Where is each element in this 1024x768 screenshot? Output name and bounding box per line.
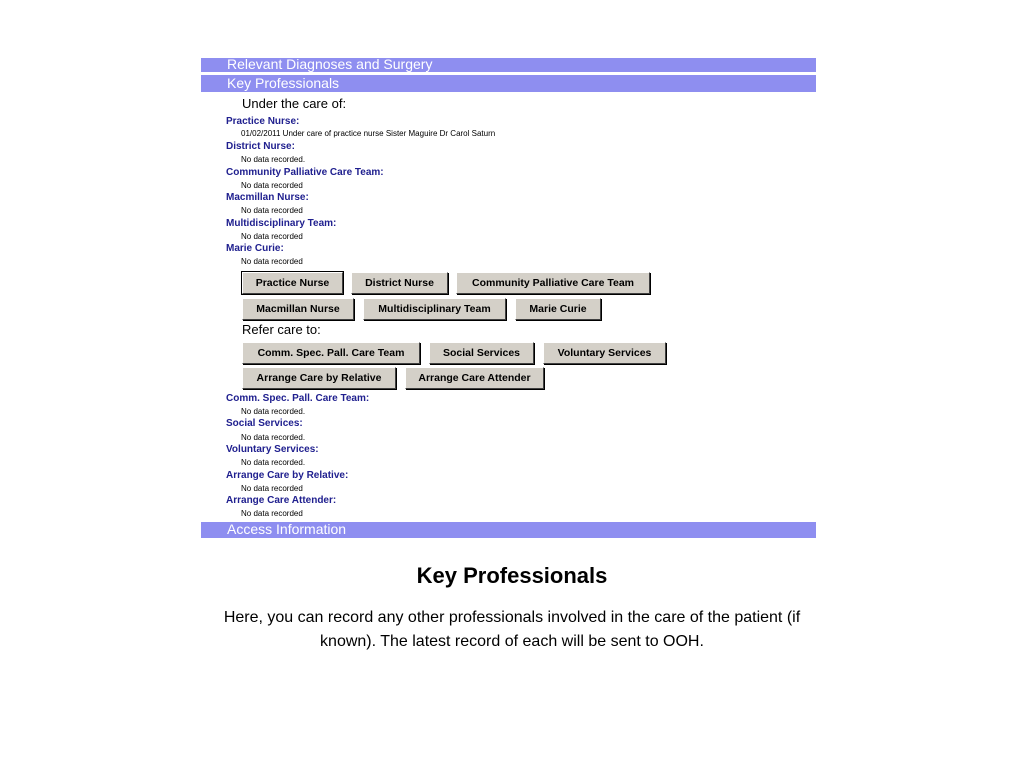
refer-care-heading: Refer care to: xyxy=(242,322,321,337)
district-nurse-data: No data recorded. xyxy=(241,155,306,164)
community-palliative-care-team-button[interactable]: Community Palliative Care Team xyxy=(456,272,650,294)
social-services-data: No data recorded. xyxy=(241,433,306,442)
next-section-bar[interactable] xyxy=(201,522,816,538)
marie-curie-button[interactable]: Marie Curie xyxy=(515,298,601,320)
section-title: Key Professionals xyxy=(227,75,340,91)
practice-nurse-data: 01/02/2011 Under care of practice nurse Sister Maguire Dr Carol Saturn xyxy=(241,129,496,138)
macmillan-nurse-title: Macmillan Nurse: xyxy=(226,192,309,203)
macmillan-nurse-data: No data recorded xyxy=(241,206,303,215)
community-palliative-care-title: Community Palliative Care Team: xyxy=(226,167,384,178)
caption-body: Here, you can record any other professionals involved in the care of the patient (if known). The latest record of each will be sent to OOH. xyxy=(223,609,801,650)
arrange-care-attender-button[interactable]: Arrange Care Attender xyxy=(405,367,544,389)
multidisciplinary-team-button[interactable]: Multidisciplinary Team xyxy=(363,298,506,320)
voluntary-services-data: No data recorded. xyxy=(241,458,306,467)
practice-nurse-title: Practice Nurse: xyxy=(226,116,300,127)
comm-spec-pall-care-team-data: No data recorded. xyxy=(241,407,306,416)
arrange-care-by-relative-button[interactable]: Arrange Care by Relative xyxy=(242,367,396,389)
app-screenshot xyxy=(201,56,816,537)
district-nurse-title: District Nurse: xyxy=(226,141,295,152)
arrange-care-attender-data: No data recorded xyxy=(241,509,303,518)
under-care-heading: Under the care of: xyxy=(242,96,347,111)
multidisciplinary-team-title: Multidisciplinary Team: xyxy=(226,218,337,229)
arrange-care-by-relative-data: No data recorded xyxy=(241,484,303,493)
section-header-bar[interactable] xyxy=(201,75,816,92)
multidisciplinary-team-data: No data recorded xyxy=(241,232,303,241)
voluntary-services-button[interactable]: Voluntary Services xyxy=(543,342,666,364)
comm-spec-pall-care-team-button[interactable]: Comm. Spec. Pall. Care Team xyxy=(242,342,420,364)
marie-curie-data: No data recorded xyxy=(241,257,303,266)
marie-curie-title: Marie Curie: xyxy=(226,243,284,254)
caption-title: Key Professionals xyxy=(416,563,608,588)
arrange-care-by-relative-title: Arrange Care by Relative: xyxy=(226,470,349,481)
district-nurse-button[interactable]: District Nurse xyxy=(351,272,448,294)
social-services-title: Social Services: xyxy=(226,418,303,429)
comm-spec-pall-care-team-title: Comm. Spec. Pall. Care Team: xyxy=(226,393,370,404)
next-section-title: Access Information xyxy=(227,521,347,537)
prev-section-bar[interactable] xyxy=(201,58,816,72)
practice-nurse-button[interactable]: Practice Nurse xyxy=(242,272,343,294)
voluntary-services-title: Voluntary Services: xyxy=(226,444,319,455)
macmillan-nurse-button[interactable]: Macmillan Nurse xyxy=(242,298,354,320)
prev-section-title: Relevant Diagnoses and Surgery xyxy=(227,56,433,72)
arrange-care-attender-title: Arrange Care Attender: xyxy=(226,495,337,506)
social-services-button[interactable]: Social Services xyxy=(429,342,534,364)
community-palliative-care-data: No data recorded xyxy=(241,181,303,190)
